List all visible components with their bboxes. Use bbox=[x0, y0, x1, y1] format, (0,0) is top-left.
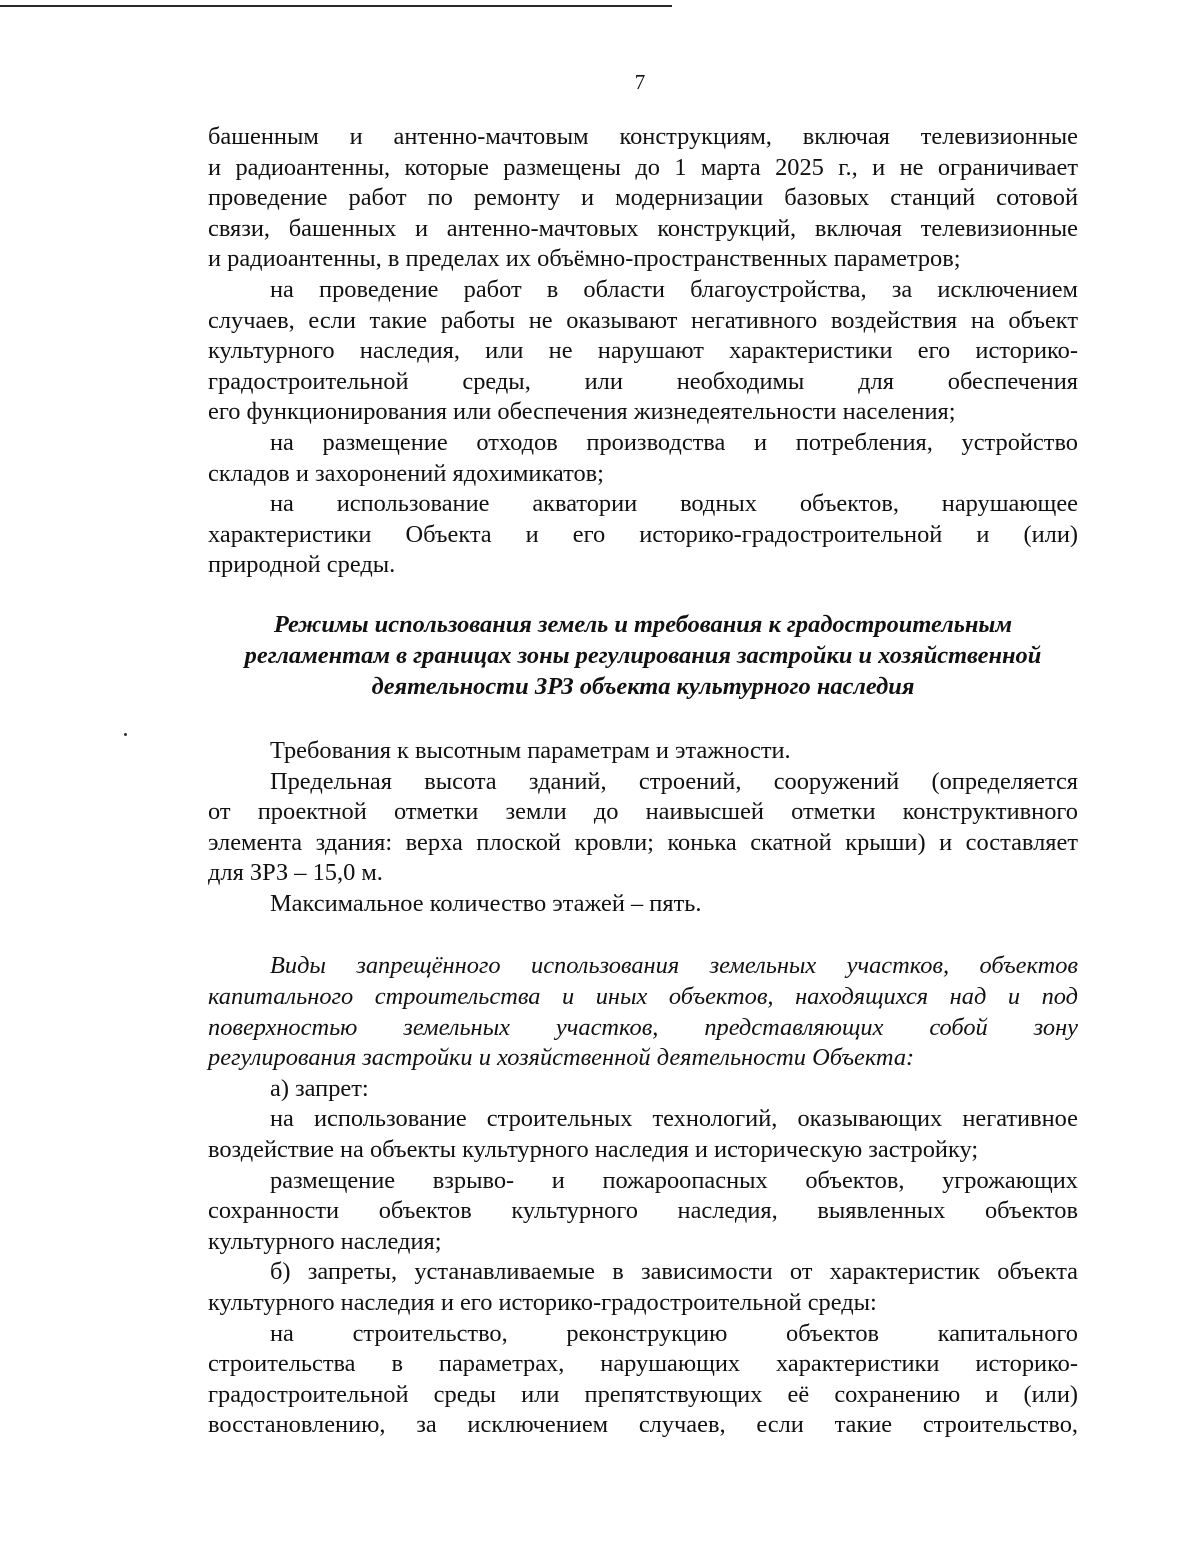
text-line: природной среды. bbox=[208, 551, 396, 579]
heading-line: регламентам в границах зоны регулирования застройки и хозяйственной bbox=[244, 641, 1042, 669]
text-line: культурного наследия, или не нарушают характеристики его историко- bbox=[208, 337, 1078, 365]
text-line: случаев, если такие работы не оказывают негативного воздействия на объект bbox=[208, 306, 1078, 334]
text-line-first bbox=[208, 1257, 1078, 1288]
bottom-section bbox=[208, 1074, 1078, 1441]
text-line: культурного наследия и его историко-градостроительной среды: bbox=[208, 1289, 877, 1316]
text-line: регулирования застройки и хозяйственной деятельности Объекта: bbox=[208, 1044, 915, 1072]
text-line: поверхностью земельных участков, представляющих собой зону bbox=[208, 1013, 1078, 1041]
text-line: строительства в параметрах, нарушающих характеристики историко- bbox=[208, 1350, 1078, 1378]
text-line: восстановлению, за исключением случаев, если такие строительство, bbox=[208, 1411, 1078, 1439]
paragraph bbox=[208, 1104, 1078, 1165]
text-line: градостроительной среды, или необходимы для обеспечения bbox=[208, 367, 1078, 395]
paragraph bbox=[208, 428, 1078, 489]
text-line: складов и захоронений ядохимикатов; bbox=[208, 459, 604, 487]
text-line-first bbox=[208, 1166, 1078, 1197]
page-number: 7 bbox=[634, 70, 646, 94]
text-line-content: Предельная высота зданий, строений, сооружений (определяется bbox=[270, 767, 1078, 795]
text-line: градостроительной среды или препятствующих её сохранению и (или) bbox=[208, 1380, 1078, 1408]
document-body bbox=[208, 122, 1078, 1441]
text-line-content: Требования к высотным параметрам и этажности. bbox=[270, 736, 791, 764]
paragraph bbox=[208, 889, 1078, 920]
text-line: элемента здания: верха плоской кровли; конька скатной крыши) и составляет bbox=[208, 828, 1078, 856]
paragraph bbox=[208, 1319, 1078, 1441]
text-line-content: на проведение работ в области благоустройства, за исключением bbox=[270, 275, 1078, 303]
section-heading bbox=[208, 609, 1078, 702]
paragraph bbox=[208, 767, 1078, 889]
paragraph bbox=[208, 1166, 1078, 1258]
text-line-first bbox=[208, 489, 1078, 520]
paragraph bbox=[208, 275, 1078, 428]
text-line-first bbox=[208, 1104, 1078, 1135]
paragraph bbox=[208, 1074, 1078, 1105]
text-line-content: Максимальное количество этажей – пять. bbox=[270, 889, 702, 917]
italic-intro bbox=[208, 951, 1078, 1073]
spacer bbox=[208, 919, 1078, 951]
text-line: сохранности объектов культурного наследия, выявленных объектов bbox=[208, 1197, 1078, 1225]
text-line-first bbox=[208, 1074, 1078, 1105]
text-line: и радиоантенны, которые размещены до 1 марта 2025 г., и не ограничивает bbox=[208, 153, 1078, 181]
scan-speck bbox=[124, 733, 127, 736]
paragraph bbox=[208, 1257, 1078, 1318]
paragraph bbox=[208, 489, 1078, 581]
text-line-content: б) запреты, устанавливаемые в зависимости от характеристик объекта bbox=[270, 1258, 1078, 1286]
top-section bbox=[208, 122, 1078, 581]
paragraph bbox=[208, 736, 1078, 767]
text-line-content: на использование акватории водных объектов, нарушающее bbox=[270, 490, 1078, 518]
text-line-first bbox=[208, 889, 1078, 920]
text-line: связи, башенных и антенно-мачтовых конструкций, включая телевизионные bbox=[208, 214, 1078, 242]
paragraph bbox=[208, 951, 1078, 1073]
text-line: для ЗРЗ – 15,0 м. bbox=[208, 859, 383, 887]
heading-line: Режимы использования земель и требования к градостроительным bbox=[273, 610, 1013, 638]
middle-section bbox=[208, 736, 1078, 920]
text-line-first bbox=[208, 275, 1078, 306]
text-line: капитального строительства и иных объектов, находящихся над и под bbox=[208, 983, 1078, 1011]
text-line-first bbox=[208, 736, 1078, 767]
text-line: от проектной отметки земли до наивысшей отметки конструктивного bbox=[208, 798, 1078, 826]
text-line-first bbox=[208, 767, 1078, 798]
text-line: характеристики Объекта и его историко-градостроительной и (или) bbox=[208, 520, 1078, 548]
text-line-content: на использование строительных технологий, оказывающих негативное bbox=[270, 1105, 1078, 1133]
text-line-first bbox=[208, 428, 1078, 459]
text-line: его функционирования или обеспечения жизнедеятельности населения; bbox=[208, 398, 956, 426]
text-line: воздействие на объекты культурного наследия и историческую застройку; bbox=[208, 1136, 979, 1164]
text-line-first bbox=[208, 951, 1078, 982]
text-line: проведение работ по ремонту и модернизации базовых станций сотовой bbox=[208, 184, 1078, 212]
text-line: культурного наследия; bbox=[208, 1227, 442, 1255]
text-line-content: а) запрет: bbox=[270, 1074, 369, 1102]
text-line-content: на строительство, реконструкцию объектов капитального bbox=[270, 1319, 1078, 1347]
heading-line: деятельности ЗРЗ объекта культурного наследия bbox=[371, 672, 915, 700]
paragraph bbox=[208, 122, 1078, 275]
text-line: башенным и антенно-мачтовым конструкциям, включая телевизионные bbox=[208, 123, 1078, 150]
text-line-first bbox=[208, 1319, 1078, 1350]
text-line: и радиоантенны, в пределах их объёмно-пространственных параметров; bbox=[208, 245, 961, 273]
top-rule bbox=[0, 5, 672, 7]
text-line-content: размещение взрыво- и пожароопасных объектов, угрожающих bbox=[270, 1166, 1078, 1194]
text-line-content: Виды запрещённого использования земельных участков, объектов bbox=[270, 952, 1078, 980]
text-line-content: на размещение отходов производства и потребления, устройство bbox=[270, 428, 1078, 456]
